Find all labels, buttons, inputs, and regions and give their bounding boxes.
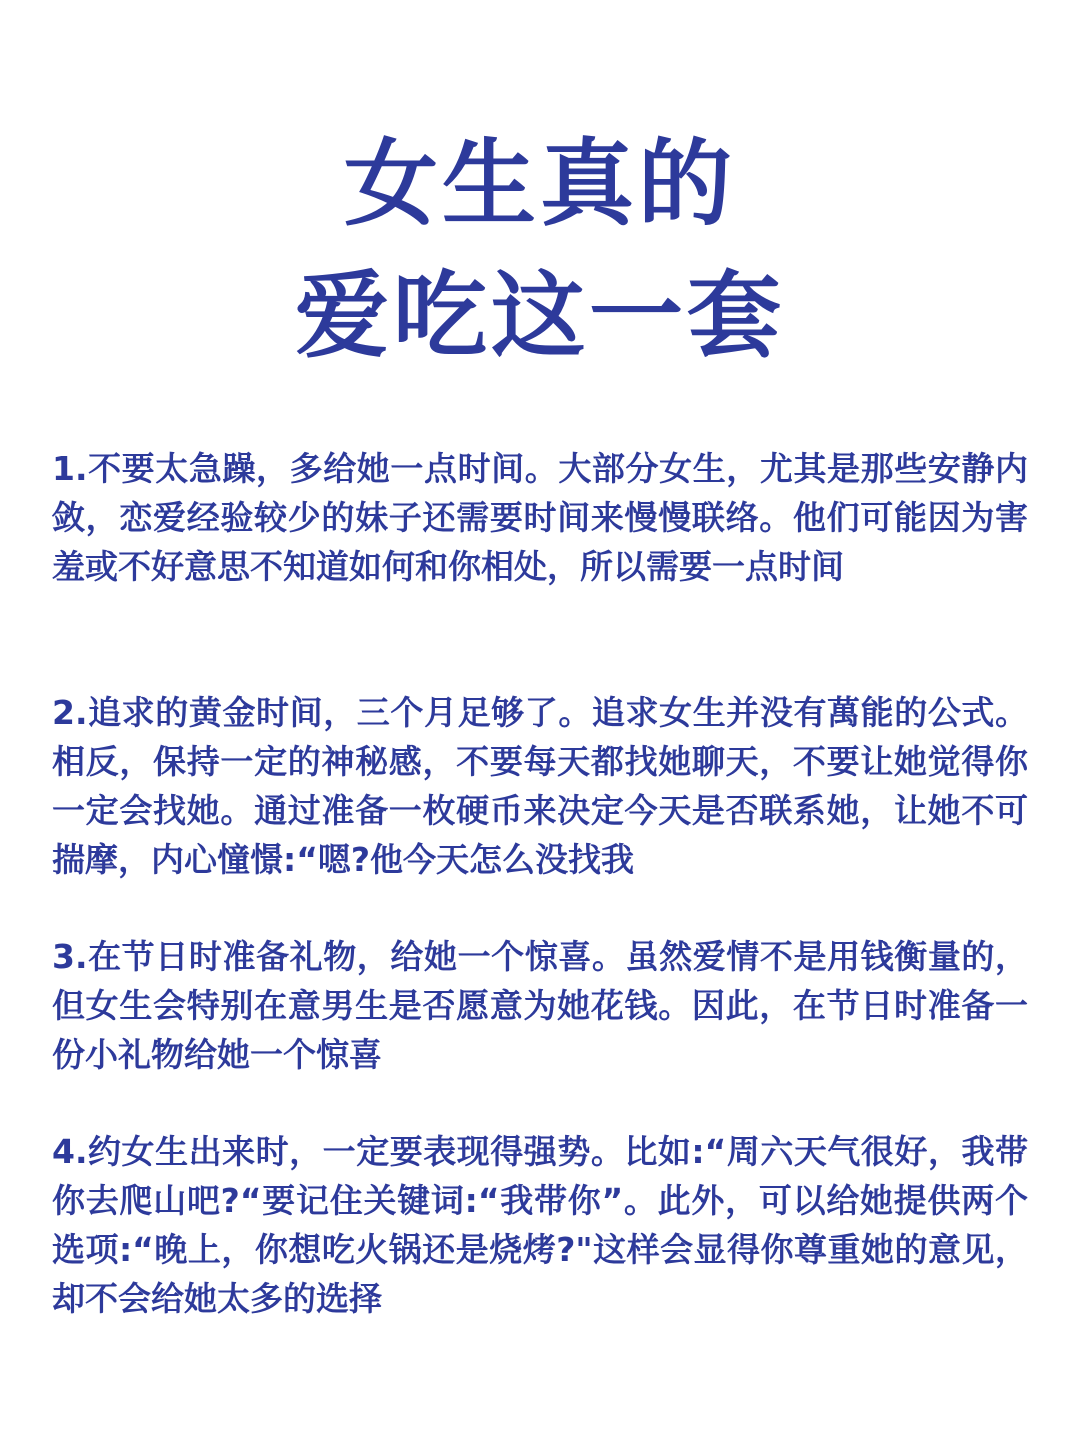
tip-paragraph-3: 3.在节日时准备礼物，给她一个惊喜。虽然爱情不是用钱衡量的，但女生会特别在意男生是否愿意为她花钱。因此，在节日时准备一份小礼物给她一个惊喜 [52, 937, 1028, 1074]
tip-paragraph-1: 1.不要太急躁，多给她一点时间。大部分女生，尤其是那些安静内敛，恋爱经验较少的妹子还需要时间来慢慢联络。他们可能因为害羞或不好意思不知道如何和你相处，所以需要一点时间 [52, 449, 1028, 586]
page-title-line-2: 爱吃这一套 [294, 262, 785, 371]
page-title-line-1: 女生真的 [343, 130, 736, 239]
tip-paragraph-4: 4.约女生出来时，一定要表现得强势。比如:“周六天气很好，我带你去爬山吧?“要记住关键词:“我带你”。此外，可以给她提供两个选项:“晚上，你想吃火锅还是烧烤?"这样会显得你尊重她的意见，却不会给她太多的选择 [52, 1132, 1028, 1318]
tip-paragraph-2: 2.追求的黄金时间，三个月足够了。追求女生并没有萬能的公式。相反，保持一定的神秘感，不要每天都找她聊天，不要让她觉得你一定会找她。通过准备一枚硬币来决定今天是否联系她，让她不可揣摩，内心憧憬:“嗯?他今天怎么没找我 [52, 693, 1028, 879]
